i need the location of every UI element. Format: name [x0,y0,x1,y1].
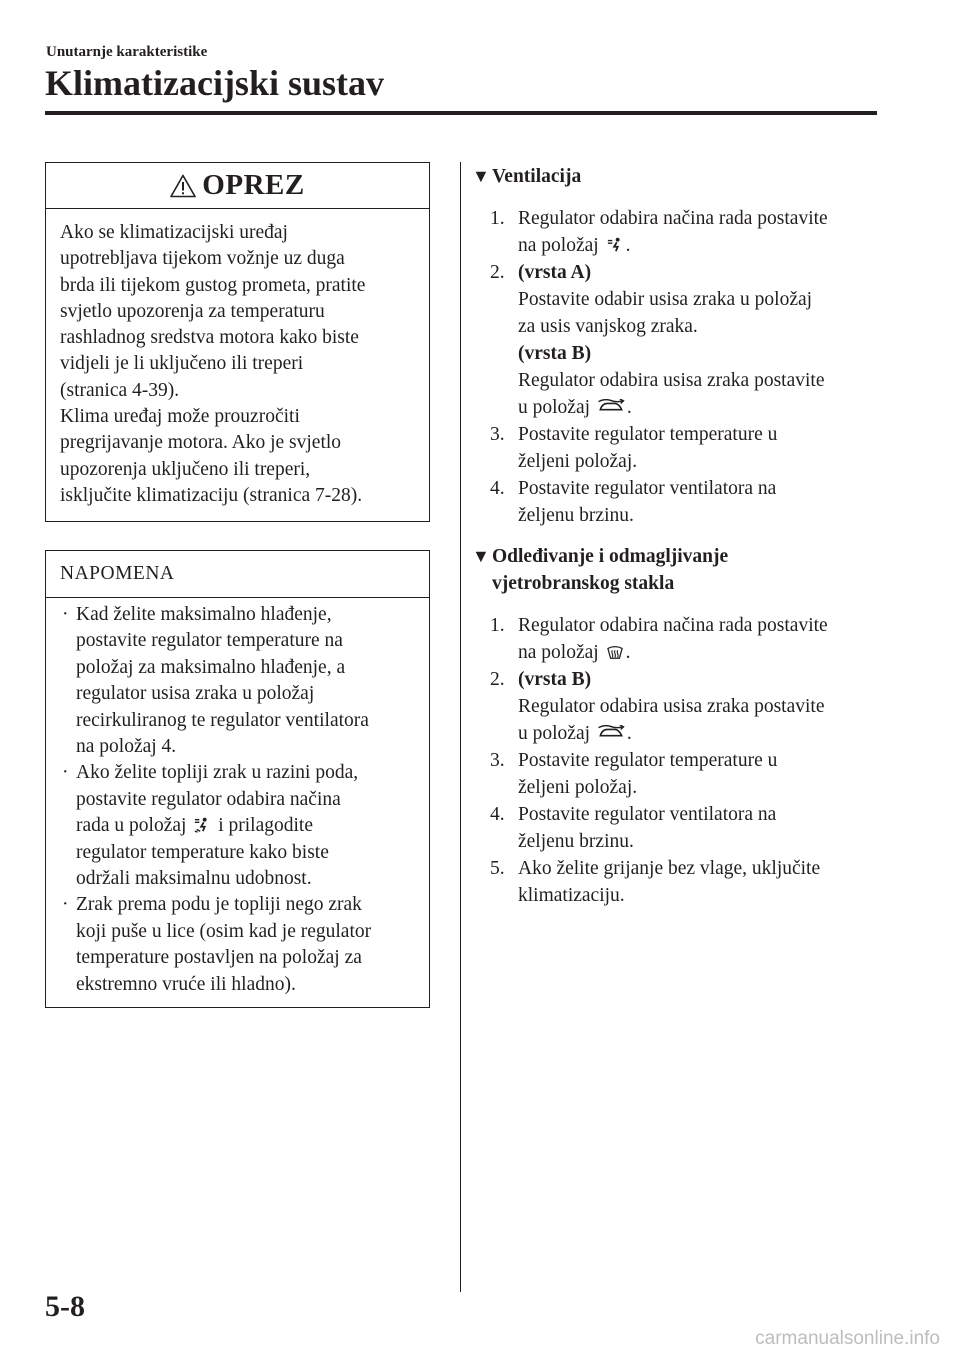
step-number: 2. [490,262,505,283]
step-line: Regulator odabira načina rada postavite [518,615,828,636]
step-item [472,747,882,801]
watermark: carmanualsonline.info [755,1328,940,1349]
step-text: na položaj [518,642,599,663]
step-text: . [626,397,632,418]
note-line: Kad želite maksimalno hlađenje, [76,604,332,625]
step-item [472,259,882,421]
note-line: regulator usisa zraka u položaj [76,683,315,705]
ventilation-heading [472,163,882,190]
caution-line: upotrebljava tijekom vožnje uz duga [60,248,345,270]
section-marker: ▼ [472,166,490,186]
caution-line: pregrijavanje motora. Ako je svjetlo [60,432,342,454]
caution-box [45,162,430,522]
windshield-defrost-icon [606,644,624,660]
step-text: u položaj [518,397,591,418]
step-line: željenu brzinu. [518,505,634,526]
section-title-line: Odleđivanje i odmagljivanje [492,546,729,567]
type-label: (vrsta A) [518,262,592,283]
note-line: regulator temperature kako biste [76,841,329,863]
step-content [518,747,882,801]
step-content [518,205,882,259]
caution-line: Ako se klimatizacijski uređaj [60,222,288,243]
step-content [518,475,882,529]
step-content [518,801,882,855]
column-divider [460,162,461,1292]
caution-line: brda ili tijekom gustog prometa, pratite [60,274,366,296]
step-text: u položaj [518,723,591,744]
step-line: klimatizaciju. [518,885,625,906]
step-text: . [625,642,631,663]
caution-line: upozorenja uključeno ili treperi, [60,458,311,480]
note-item [60,602,419,760]
note-item [60,892,419,998]
step-text: na položaj [518,235,599,256]
note-line: temperature postavljen na položaj za [76,947,362,969]
step-item [472,421,882,475]
face-vent-icon [606,237,624,253]
step-line [518,639,882,666]
note-line [76,813,419,839]
step-line [518,232,882,259]
step-line: Postavite odabir usisa zraka u položaj [518,289,813,310]
step-item [472,855,882,909]
bullet-dot: · [62,762,69,784]
step-content [518,855,882,909]
note-header: NAPOMENA [46,551,429,598]
step-number: 3. [490,424,505,445]
defrost-steps [472,612,882,909]
ventilation-steps [472,205,882,529]
caution-line: (stranica 4-39). [60,379,180,401]
note-line: Zrak prema podu je topliji nego zrak [76,894,362,916]
step-line: Postavite regulator ventilatora na [518,804,777,825]
step-text: . [626,723,632,744]
step-line: Postavite regulator temperature u [518,750,778,771]
step-number: 3. [490,750,505,771]
step-line: Regulator odabira usisa zraka postavite [518,370,825,391]
caution-line: Klima uređaj može prouzročiti [60,406,300,428]
note-line: na položaj 4. [76,736,177,758]
note-box [45,550,430,1008]
type-label: (vrsta B) [518,669,592,690]
step-line: željeni položaj. [518,451,638,472]
step-content [518,612,882,666]
caution-label: OPREZ [202,169,305,201]
note-line: Ako želite topliji zrak u razini poda, [76,762,359,784]
outside-air-icon [597,725,625,741]
caution-line: vidjeli je li uključeno ili treperi [60,353,304,375]
caution-header [46,163,429,209]
step-content [518,421,882,475]
step-line: za usis vanjskog zraka. [518,316,698,337]
warning-triangle-icon [170,174,196,198]
note-line: postavite regulator odabira načina [76,788,341,810]
step-item [472,205,882,259]
outside-air-icon [597,399,625,415]
page-title: Klimatizacijski sustav [45,63,384,103]
note-text: i prilagodite [218,815,313,837]
note-text: rada u položaj [76,815,187,837]
step-line: Postavite regulator ventilatora na [518,478,777,499]
section-title [492,543,882,597]
note-line: recirkuliranog te regulator ventilatora [76,709,369,731]
step-number: 1. [490,208,505,229]
step-line: Regulator odabira usisa zraka postavite [518,696,825,717]
section-title: Ventilacija [492,166,582,187]
step-item [472,475,882,529]
step-line: željenu brzinu. [518,831,634,852]
type-label: (vrsta B) [518,343,592,364]
note-line: koji puše u lice (osim kad je regulator [76,920,372,942]
note-line: ekstremno vruće ili hladno). [76,973,296,995]
step-item [472,666,882,747]
step-line: željeni položaj. [518,777,638,798]
step-item [472,612,882,666]
note-line: položaj za maksimalno hlađenje, a [76,656,346,678]
title-rule [45,111,877,115]
note-item [60,760,419,892]
section-marker: ▼ [472,546,490,566]
step-line: Postavite regulator temperature u [518,424,778,445]
step-number: 1. [490,615,505,636]
note-line: postavite regulator temperature na [76,630,343,652]
bullet-dot: · [62,604,69,625]
step-number: 5. [490,858,505,879]
step-content [518,666,882,747]
note-list [46,598,429,998]
step-item [472,801,882,855]
step-number: 2. [490,669,505,690]
caution-line: svjetlo upozorenja za temperaturu [60,300,325,322]
section-kicker: Unutarnje karakteristike [46,44,208,60]
page-number: 5-8 [45,1290,85,1323]
step-content [518,259,882,421]
section-title-line: vjetrobranskog stakla [492,573,675,594]
step-text: . [625,235,631,256]
defrost-heading [472,543,882,597]
step-number: 4. [490,804,505,825]
bullet-dot: · [62,894,69,916]
floor-face-vent-icon [193,817,211,833]
caution-body [46,209,429,509]
note-line: održali maksimalnu udobnost. [76,868,312,890]
caution-line: rashladnog sredstva motora kako biste [60,327,359,349]
step-number: 4. [490,478,505,499]
step-line [518,720,882,747]
right-column [472,163,882,923]
step-line: Ako želite grijanje bez vlage, uključite [518,858,821,879]
step-line [518,394,882,421]
caution-line: isključite klimatizaciju (stranica 7-28). [60,484,363,506]
step-line: Regulator odabira načina rada postavite [518,208,828,229]
